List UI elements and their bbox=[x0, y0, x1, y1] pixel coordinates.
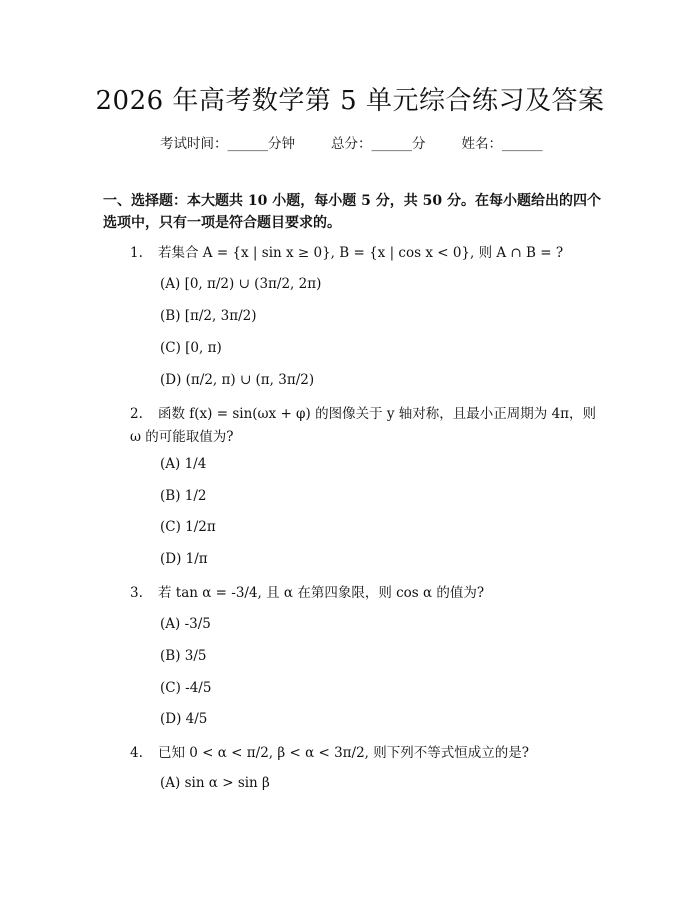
question-number: 3. bbox=[130, 585, 143, 601]
option-2b: (B) 1/2 bbox=[160, 488, 207, 504]
question-4 bbox=[130, 742, 602, 765]
option-1c: (C) [0, π) bbox=[160, 340, 222, 356]
question-number: 2. bbox=[130, 406, 143, 422]
option-2d: (D) 1/π bbox=[160, 551, 208, 567]
option-2a: (A) 1/4 bbox=[160, 456, 207, 472]
option-2c: (C) 1/2π bbox=[160, 519, 216, 535]
question-1 bbox=[130, 242, 602, 265]
question-text: 函数 f(x) = sin(ωx + φ) 的图像关于 y 轴对称，且最小正周期为 4π，则 ω 的可能取值为? bbox=[130, 406, 597, 445]
section-heading: 一、选择题：本大题共 10 小题，每小题 5 分，共 50 分。在每小题给出的四个选项中，只有一项是符合题目要求的。 bbox=[103, 193, 601, 231]
question-text: 若集合 A = {x | sin x ≥ 0}, B = {x | cos x < 0}, 则 A ∩ B = ? bbox=[158, 245, 564, 261]
option-3d: (D) 4/5 bbox=[160, 711, 208, 727]
option-4a: (A) sin α > sin β bbox=[160, 775, 270, 791]
option-1a: (A) [0, π/2) ∪ (3π/2, 2π) bbox=[160, 276, 322, 292]
name-field: 姓名：______ bbox=[461, 136, 543, 152]
question-3 bbox=[130, 582, 602, 605]
document-title: 2026 年高考数学第 5 单元综合练习及答案 bbox=[95, 86, 605, 116]
option-3a: (A) -3/5 bbox=[160, 616, 211, 632]
option-3c: (C) -4/5 bbox=[160, 680, 212, 696]
question-2 bbox=[130, 403, 602, 449]
exam-time-field: 考试时间：______分钟 bbox=[160, 136, 295, 152]
question-number: 4. bbox=[130, 745, 143, 761]
option-3b: (B) 3/5 bbox=[160, 648, 207, 664]
option-1b: (B) [π/2, 3π/2) bbox=[160, 308, 257, 324]
question-text: 若 tan α = -3/4, 且 α 在第四象限，则 cos α 的值为? bbox=[158, 585, 485, 601]
question-text: 已知 0 < α < π/2, β < α < 3π/2, 则下列不等式恒成立的是? bbox=[158, 745, 530, 761]
option-1d: (D) (π/2, π) ∪ (π, 3π/2) bbox=[160, 372, 315, 388]
total-score-field: 总分：______分 bbox=[331, 136, 426, 152]
exam-meta bbox=[160, 132, 543, 152]
question-number: 1. bbox=[130, 245, 143, 261]
